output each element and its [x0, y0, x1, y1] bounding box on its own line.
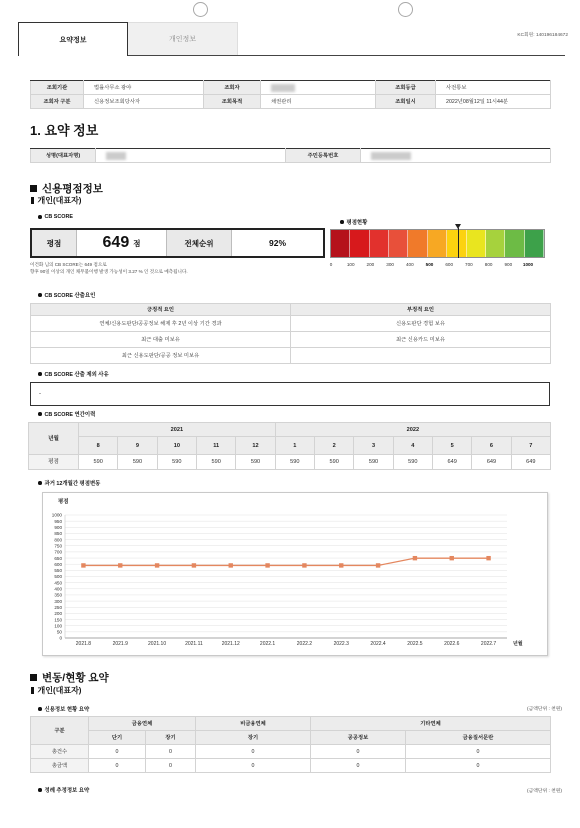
gauge-tick-label: 1000: [522, 262, 534, 267]
y-tick-label: 650: [54, 555, 62, 561]
history-score: 590: [393, 455, 432, 470]
y-tick-label: 50: [56, 629, 62, 635]
status-cell: 0: [406, 759, 551, 773]
history-score: 590: [196, 455, 235, 470]
score-box: [30, 228, 325, 258]
factors-table: [30, 303, 551, 364]
negative-factor: 최근 신용카드 미보유: [291, 332, 551, 348]
datetime-label: 조회일시: [376, 95, 436, 109]
status-cell: 0: [146, 745, 196, 759]
status-title-text: 신용정보 현황 요약: [44, 707, 90, 713]
x-tick-label: 2021.11: [185, 641, 203, 647]
history-month: 6: [472, 437, 511, 455]
y-tick-label: 750: [54, 543, 62, 549]
history-month-row: [29, 437, 551, 455]
inquirer-label: 조회자: [204, 81, 261, 95]
data-point: [302, 563, 306, 567]
positive-factor: 연체/신용도판단/공공정보 해제 후 2년 이상 기간 경과: [31, 316, 291, 332]
gauge-tick-label: 900: [504, 262, 513, 267]
dot-bullet-icon: [38, 412, 42, 416]
gauge-tick-label: 500: [425, 262, 434, 267]
dot-bullet-icon: [340, 220, 344, 224]
factors-title-text: CB SCORE 산출요인: [44, 293, 96, 299]
history-score: 590: [157, 455, 196, 470]
x-axis-title: 년월: [513, 641, 523, 647]
score-gauge-bar: [330, 229, 545, 258]
status-subheader: 장기: [146, 731, 196, 745]
status-subheader: 공공정보: [311, 731, 406, 745]
y-tick-label: 0: [59, 635, 62, 641]
heading-text: 변동/현황 요약: [42, 672, 109, 684]
tab-personal-info[interactable]: 개인정보: [128, 22, 238, 55]
datetime-value: 2022년08월12일 11시44분: [436, 95, 551, 109]
status-cell: 0: [311, 745, 406, 759]
y-tick-label: 250: [54, 604, 62, 610]
estimate-title: [38, 786, 89, 794]
credit-score-heading: [30, 181, 103, 196]
exclusion-box: [30, 382, 550, 406]
y-tick-label: 1000: [51, 512, 62, 518]
inquirer-value: [261, 81, 376, 95]
status-group-row: [31, 717, 551, 731]
x-tick-label: 2021.8: [75, 641, 92, 647]
square-bullet-icon: [30, 185, 37, 192]
bar-bullet-icon: [31, 197, 34, 204]
history-score: 649: [472, 455, 511, 470]
status-cell: 0: [146, 759, 196, 773]
gauge-tick-label: 400: [405, 262, 414, 267]
gauge-segment: [447, 230, 466, 257]
status-title: [38, 705, 89, 713]
exclusion-title-text: CB SCORE 산출 제외 사유: [44, 372, 109, 378]
y-tick-label: 550: [54, 568, 62, 574]
y-tick-label: 200: [54, 611, 62, 617]
score-note-line: 향후 90일 이상의 개인 채무불이행 발생 가능성이 3.27 % 인 것으로 예측됩니다.: [30, 269, 188, 274]
score-label: 평점: [32, 230, 77, 256]
history-year: 2021: [79, 423, 276, 437]
status-subheader-row: [31, 731, 551, 745]
history-month: 9: [118, 437, 157, 455]
y-tick-label: 850: [54, 531, 62, 537]
dot-bullet-icon: [38, 788, 42, 792]
status-row: [31, 759, 551, 773]
history-month: 10: [157, 437, 196, 455]
member-id: KC회원: 140196184672: [517, 33, 568, 38]
history-year: 2022: [275, 423, 550, 437]
gauge-segment: [370, 230, 389, 257]
y-tick-label: 600: [54, 561, 62, 567]
status-heading: [30, 670, 109, 685]
x-tick-label: 2022.3: [333, 641, 349, 647]
history-month: 5: [433, 437, 472, 455]
square-bullet-icon: [30, 674, 37, 681]
exclusion-title: [38, 370, 109, 378]
data-point: [192, 563, 196, 567]
agency-value: 법률사무소 광야: [84, 81, 204, 95]
chart-title-text: 과거 12개월간 평점변동: [44, 481, 101, 487]
dot-bullet-icon: [38, 215, 42, 219]
history-month: 7: [511, 437, 550, 455]
gauge-segment: [389, 230, 408, 257]
agency-label: 조회기관: [31, 81, 84, 95]
history-month: 8: [79, 437, 118, 455]
history-score: 590: [236, 455, 275, 470]
inquirer-type-value: 신용정보조회당사자: [84, 95, 204, 109]
data-point: [376, 563, 380, 567]
x-tick-label: 2022.7: [480, 641, 497, 647]
x-tick-label: 2022.4: [370, 641, 386, 647]
status-cell: 0: [406, 745, 551, 759]
gauge-segment: [428, 230, 447, 257]
gauge-title: [340, 218, 367, 226]
chart-svg: [43, 493, 549, 657]
gauge-segment: [331, 230, 350, 257]
y-tick-label: 400: [54, 586, 62, 592]
data-point: [486, 556, 490, 560]
gauge-segment: [525, 230, 544, 257]
rrn-label: 주민등록번호: [286, 149, 361, 163]
history-table: [28, 422, 551, 470]
history-month: 11: [196, 437, 235, 455]
history-month: 1: [275, 437, 314, 455]
chart-title: [38, 479, 100, 487]
x-tick-label: 2021.10: [148, 641, 167, 647]
status-corner: 구분: [31, 717, 89, 745]
gauge-tick-label: 700: [465, 262, 473, 267]
positive-factors-header: 긍정적 요인: [31, 304, 291, 316]
factors-header-row: [31, 304, 551, 316]
purpose-value: 채권관리: [261, 95, 376, 109]
cb-score-title: [38, 214, 73, 220]
factors-title: [38, 291, 95, 299]
x-tick-label: 2022.2: [296, 641, 313, 647]
name-value: [96, 149, 286, 163]
history-month: 4: [393, 437, 432, 455]
gauge-scale: [331, 262, 545, 270]
history-month: 2: [315, 437, 354, 455]
score-cell: [77, 230, 167, 256]
gauge-tick-label: 800: [484, 262, 493, 267]
y-tick-label: 350: [54, 592, 62, 598]
amount-unit: (금액단위 : 천원): [527, 707, 562, 712]
status-cell: 0: [196, 759, 311, 773]
y-tick-label: 950: [54, 518, 62, 524]
amount-unit: (금액단위 : 천원): [527, 789, 562, 794]
history-score: 590: [79, 455, 118, 470]
rank-value: 92%: [268, 238, 286, 248]
history-score: 590: [275, 455, 314, 470]
tab-summary[interactable]: 요약정보: [18, 22, 128, 56]
rrn-value: [361, 149, 551, 163]
gauge-tick-label: 600: [445, 262, 454, 267]
status-cell: 0: [311, 759, 406, 773]
status-group-header: 금융연체: [89, 717, 196, 731]
history-score-row: [29, 455, 551, 470]
grade-label: 조회등급: [376, 81, 436, 95]
status-subheader: 장기: [196, 731, 311, 745]
redacted-value: [106, 152, 126, 160]
data-point: [155, 563, 159, 567]
history-score: 590: [118, 455, 157, 470]
grade-value: 사전통보: [436, 81, 551, 95]
status-table: [30, 716, 551, 773]
y-tick-label: 700: [54, 549, 62, 555]
y-tick-label: 450: [54, 580, 62, 586]
credit-score-subheading: [31, 195, 81, 206]
negative-factor: 신용도판단 경험 보유: [291, 316, 551, 332]
x-tick-label: 2022.5: [407, 641, 423, 647]
y-tick-label: 900: [54, 525, 62, 530]
bar-bullet-icon: [31, 687, 34, 694]
history-score: 649: [433, 455, 472, 470]
redacted-value: [371, 152, 411, 160]
history-score: 649: [511, 455, 550, 470]
data-point: [229, 563, 233, 567]
status-row-label: 총금액: [31, 759, 89, 773]
data-point: [265, 563, 269, 567]
dot-bullet-icon: [38, 293, 42, 297]
positive-factor: 최근 대출 미보유: [31, 332, 291, 348]
y-tick-label: 500: [54, 574, 62, 580]
factor-row: [31, 348, 551, 364]
gauge-segment: [467, 230, 486, 257]
factor-row: [31, 332, 551, 348]
inquiry-info-table: [30, 80, 551, 109]
dot-bullet-icon: [38, 707, 42, 711]
hole-punch: [398, 2, 413, 17]
history-row-header: 년월: [29, 423, 79, 455]
rank-label: 전체순위: [167, 230, 232, 256]
status-cell: 0: [196, 745, 311, 759]
history-title-text: CB SCORE 연간이력: [44, 412, 96, 418]
heading-text: 신용평점정보: [42, 183, 103, 195]
hole-punch: [193, 2, 208, 17]
x-tick-label: 2022.1: [259, 641, 276, 647]
gauge-tick-label: 300: [386, 262, 394, 267]
data-point: [118, 563, 122, 567]
y-axis-title: 평점: [58, 499, 69, 505]
data-point: [450, 556, 454, 560]
history-score: 590: [315, 455, 354, 470]
gauge-segment: [505, 230, 524, 257]
gauge-segment: [408, 230, 427, 257]
data-point: [339, 563, 343, 567]
tab-underline: [128, 55, 565, 56]
status-subheader: 금융질서문란: [406, 731, 551, 745]
gauge-tick-label: 200: [366, 262, 375, 267]
history-title: [38, 410, 95, 418]
data-point: [413, 556, 417, 560]
x-tick-label: 2021.12: [221, 641, 240, 647]
status-cell: 0: [89, 745, 146, 759]
data-point: [81, 563, 85, 567]
gauge-segment: [486, 230, 505, 257]
status-subheader: 단기: [89, 731, 146, 745]
estimate-title-text: 정례 추정정보 요약: [44, 788, 90, 794]
score-value: 649: [102, 234, 130, 251]
status-row-label: 총건수: [31, 745, 89, 759]
dot-bullet-icon: [38, 481, 42, 485]
name-label: 성명(대표자명): [31, 149, 96, 163]
x-tick-label: 2022.6: [444, 641, 460, 647]
cb-score-title-text: CB SCORE: [44, 214, 73, 220]
purpose-label: 조회목적: [204, 95, 261, 109]
exclusion-value: -: [39, 391, 41, 397]
history-score: 590: [354, 455, 393, 470]
negative-factors-header: 부정적 요인: [291, 304, 551, 316]
gauge-segment: [350, 230, 369, 257]
gauge-tick-label: 100: [346, 262, 355, 267]
subheading-text: 개인(대표자): [37, 686, 82, 695]
score-unit: 점: [133, 238, 141, 248]
score-note: [30, 261, 188, 275]
gauge-marker-line: [458, 228, 459, 258]
y-tick-label: 100: [54, 623, 62, 629]
y-tick-label: 150: [54, 617, 62, 623]
y-tick-label: 800: [54, 537, 62, 543]
history-score-label: 평점: [29, 455, 79, 470]
identity-table: [30, 148, 551, 163]
negative-factor: [291, 348, 551, 364]
history-year-row: [29, 423, 551, 437]
x-tick-label: 2021.9: [112, 641, 128, 647]
summary-title: 1. 요약 정보: [30, 123, 99, 138]
gauge-tick-label: 0: [329, 262, 333, 267]
history-month: 12: [236, 437, 275, 455]
gauge-title-text: 평점현황: [346, 220, 368, 226]
status-group-header: 비금융연체: [196, 717, 311, 731]
y-tick-label: 300: [54, 598, 62, 604]
status-cell: 0: [89, 759, 146, 773]
history-month: 3: [354, 437, 393, 455]
status-group-header: 기타연체: [311, 717, 551, 731]
redacted-value: [271, 84, 295, 92]
inquirer-type-label: 조회자 구분: [31, 95, 84, 109]
score-note-line: 이건화 님의 CB SCORE는 649 점으로: [30, 262, 107, 267]
subheading-text: 개인(대표자): [37, 196, 82, 205]
status-subheading: [31, 685, 81, 696]
dot-bullet-icon: [38, 372, 42, 376]
score-trend-chart: [42, 492, 548, 656]
factor-row: [31, 316, 551, 332]
status-row: [31, 745, 551, 759]
positive-factor: 최근 신용도판단/공공 정보 미보유: [31, 348, 291, 364]
